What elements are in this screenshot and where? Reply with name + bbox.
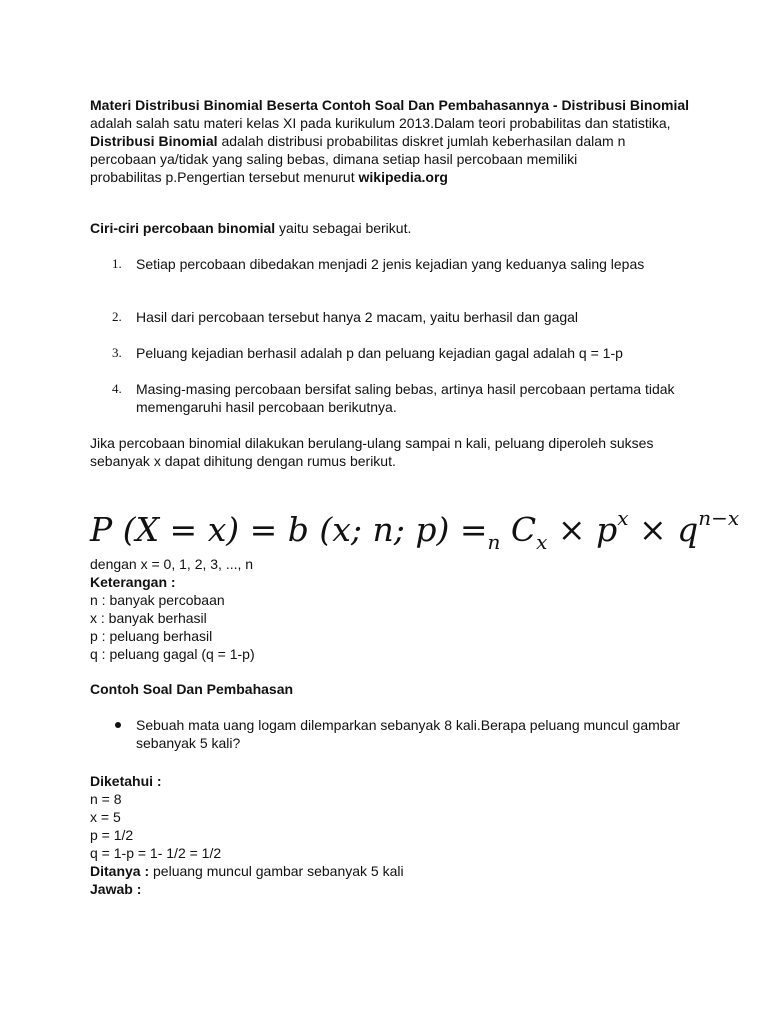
list-item (90, 344, 690, 362)
formula-legend (90, 555, 690, 663)
intro-term: Distribusi Binomial (90, 133, 218, 149)
formula-c: C (500, 510, 537, 549)
legend-line: n : banyak percobaan (90, 592, 225, 608)
formula-sup-x: x (617, 506, 629, 530)
formula-times-p: × p (547, 510, 618, 549)
formula-sub-n: n (487, 530, 501, 554)
intro-text-1: adalah salah satu materi kelas XI pada kurikulum 2013.Dalam teori probabilitas dan statistika, (90, 115, 671, 131)
list-number: 3. (112, 345, 122, 360)
legend-line: q : peluang gagal (q = 1-p) (90, 646, 255, 662)
known-heading: Diketahui : (90, 773, 162, 789)
ciri-heading-rest: yaitu sebagai berikut. (275, 220, 412, 236)
list-number: 2. (112, 309, 122, 324)
list-number: 4. (112, 381, 122, 396)
formula-times-q: × q (628, 510, 699, 549)
intro-paragraph (90, 96, 690, 186)
asked-text: peluang muncul gambar sebanyak 5 kali (149, 863, 404, 879)
known-line: p = 1/2 (90, 827, 134, 843)
legend-range: dengan x = 0, 1, 2, 3, ..., n (90, 556, 254, 572)
formula-main: P (X = x) = b (x; n; p) = (90, 510, 488, 549)
list-item (90, 308, 690, 326)
list-text: Setiap percobaan dibedakan menjadi 2 jenis kejadian yang keduanya saling lepas (136, 256, 645, 272)
example-heading: Contoh Soal Dan Pembahasan (90, 681, 294, 697)
list-text: Peluang kejadian berhasil adalah p dan peluang kejadian gagal adalah q = 1-p (136, 345, 623, 361)
intro-text-3: probabilitas p.Pengertian tersebut menurut (90, 169, 359, 185)
ciri-heading-bold: Ciri-ciri percobaan binomial (90, 220, 276, 236)
legend-line: p : peluang berhasil (90, 628, 213, 644)
intro-title: Materi Distribusi Binomial Beserta Contoh Soal Dan Pembahasannya - Distribusi Binomial (90, 97, 690, 113)
repeat-paragraph: Jika percobaan binomial dilakukan berulang-ulang sampai n kali, peluang diperoleh sukses sebanyak x dapat dihitung dengan rumus berikut. (90, 435, 654, 469)
formula-sup-nx: n−x (698, 506, 740, 530)
answer-label: Jawab : (90, 881, 142, 897)
list-text: Hasil dari percobaan tersebut hanya 2 macam, yaitu berhasil dan gagal (136, 309, 579, 325)
list-item (90, 380, 690, 416)
binomial-formula (90, 496, 739, 564)
known-line: n = 8 (90, 791, 122, 807)
bullet-dot (115, 722, 121, 728)
list-number: 1. (112, 256, 122, 271)
list-item (90, 255, 690, 273)
asked-label: Ditanya : (90, 863, 150, 879)
formula-sub-x: x (536, 530, 548, 554)
legend-line: x : banyak berhasil (90, 610, 207, 626)
ciri-heading (90, 219, 690, 237)
example-solution (90, 772, 690, 898)
legend-heading: Keterangan : (90, 574, 176, 590)
asked-line (90, 862, 690, 880)
intro-text-2: adalah distribusi probabilitas diskret jumlah keberhasilan dalam n percobaan ya/tidak yang saling bebas, dimana setiap hasil percobaan memiliki (90, 133, 626, 167)
known-line: q = 1-p = 1- 1/2 = 1/2 (90, 845, 222, 861)
intro-source: wikipedia.org (358, 169, 448, 185)
list-text: Masing-masing percobaan bersifat saling bebas, artinya hasil percobaan pertama tidak memengaruhi hasil percobaan berikutnya. (136, 381, 675, 415)
known-line: x = 5 (90, 809, 121, 825)
example-question (90, 716, 690, 752)
question-text: Sebuah mata uang logam dilemparkan sebanyak 8 kali.Berapa peluang muncul gambar sebanyak 5 kali? (136, 717, 681, 751)
